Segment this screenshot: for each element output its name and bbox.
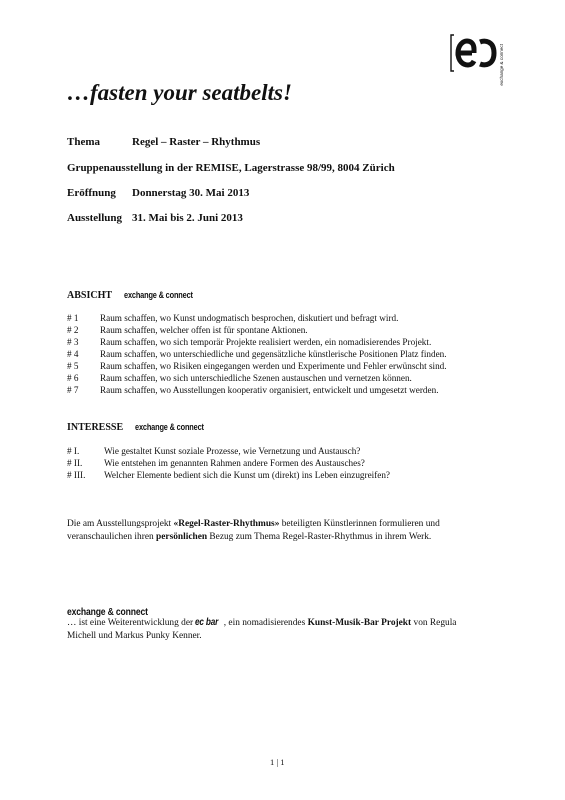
list-item — [67, 445, 390, 457]
list-item — [67, 372, 447, 384]
list-number: # 3 — [67, 337, 79, 347]
meta-value: Donnerstag 30. Mai 2013 — [132, 187, 250, 199]
para-text: Die am Ausstellungsprojekt — [67, 519, 174, 529]
list-item — [67, 324, 447, 336]
list-number: # 6 — [67, 373, 79, 383]
list-item — [67, 312, 447, 324]
para-text: … ist eine Weiterentwicklung der — [67, 618, 196, 628]
meta-value: 31. Mai bis 2. Juni 2013 — [132, 212, 243, 224]
list-number: # 5 — [67, 361, 79, 371]
ec-heading-text: exchange & connect — [67, 606, 148, 618]
meta-ausstellung — [67, 212, 243, 224]
interesse-heading — [67, 422, 219, 433]
meta-value: Regel – Raster – Rhythmus — [132, 136, 261, 148]
list-item — [67, 384, 447, 396]
project-paragraph — [67, 518, 507, 544]
list-number: # III. — [67, 470, 86, 480]
page-title: …fasten your seatbelts! — [67, 80, 292, 105]
list-text: Raum schaffen, wo unterschiedliche und gegensätzliche künstlerische Positionen Platz finden. — [100, 349, 447, 359]
list-text: Raum schaffen, wo sich unterschiedliche Szenen austauschen und vernetzen können. — [100, 373, 412, 383]
meta-eroeffnung — [67, 187, 249, 199]
list-text: Raum schaffen, wo sich temporär Projekte realisiert werden, ein nomadisierendes Projekt. — [100, 337, 432, 347]
list-item — [67, 348, 447, 360]
para-text: beteiligten Künstlerinnen formulieren und veranschaulichen ihren — [67, 519, 440, 542]
list-text: Wie entstehen im genannten Rahmen andere Formen des Austausches? — [104, 458, 365, 468]
meta-label: Thema — [67, 136, 100, 148]
meta-value: Gruppenausstellung in der REMISE, Lagerstrasse 98/99, 8004 Zürich — [67, 162, 395, 174]
meta-location — [67, 162, 395, 174]
list-number: # 2 — [67, 325, 79, 335]
interesse-list — [67, 445, 390, 481]
absicht-heading — [67, 290, 208, 301]
absicht-list — [67, 312, 447, 396]
project-name: «Regel-Raster-Rhythmus» — [173, 519, 280, 529]
list-number: # 7 — [67, 385, 79, 395]
absicht-brand: exchange & connect — [124, 290, 193, 300]
meta-label: Ausstellung — [67, 212, 123, 224]
list-item — [67, 336, 447, 348]
meta-thema — [67, 136, 260, 148]
ec-bar-brand: ec bar — [195, 617, 219, 628]
list-item — [67, 457, 390, 469]
page-number: 1 | 1 — [270, 757, 285, 767]
logo-subtitle: exchange & connect — [499, 44, 504, 86]
list-text: Wie gestaltet Kunst soziale Prozesse, wie Vernetzung und Austausch? — [104, 446, 361, 456]
list-text: Raum schaffen, wo Ausstellungen kooperativ organisiert, entwickelt und umgesetzt werden. — [100, 385, 439, 395]
para-text: von Regula Michell und Markus Punky Kenner. — [67, 618, 457, 641]
list-number: # 1 — [67, 313, 79, 323]
list-item — [67, 360, 447, 372]
list-text: Welcher Elemente bedient sich die Kunst um (direkt) ins Leben einzugreifen? — [104, 470, 391, 480]
list-number: # II. — [67, 458, 83, 468]
project-name: Kunst-Musik-Bar Projekt — [307, 618, 412, 628]
list-text: Raum schaffen, wo Risiken eingegangen werden und Experimente und Fehler erwünscht sind. — [100, 361, 447, 371]
meta-label: Eröffnung — [67, 187, 116, 199]
list-item — [67, 469, 390, 481]
list-text: Raum schaffen, welcher offen ist für spontane Aktionen. — [100, 325, 308, 335]
emphasis: persönlichen — [156, 532, 208, 542]
list-number: # I. — [67, 446, 80, 456]
para-text: , ein nomadisierendes — [223, 618, 308, 628]
absicht-title: ABSICHT — [67, 290, 113, 301]
para-text: Bezug zum Thema Regel-Raster-Rhythmus in ihrem Werk. — [207, 532, 432, 542]
list-text: Raum schaffen, wo Kunst undogmatisch besprochen, diskutiert und befragt wird. — [100, 313, 399, 323]
interesse-brand: exchange & connect — [135, 422, 204, 432]
interesse-title: INTERESSE — [67, 422, 124, 433]
ec-paragraph — [67, 616, 487, 643]
list-number: # 4 — [67, 349, 79, 359]
